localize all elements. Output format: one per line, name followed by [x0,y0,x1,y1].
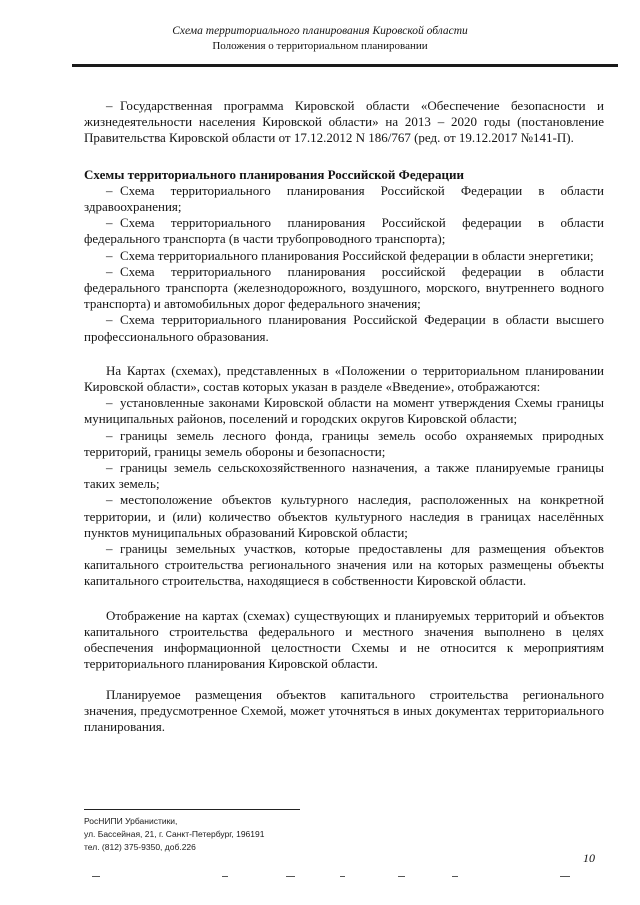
document-body [84,98,604,735]
running-header [0,24,640,54]
scan-mark [452,876,458,877]
scheme-text: Схема территориального планирования Российской федерации в области федерального транспорта (в части трубопроводного транспорта); [84,215,604,247]
maps-text: границы земель лесного фонда, границы земель особо охраняемых природных территорий, границы земель обороны и безопасности; [84,427,604,459]
scheme-text: Схема территориального планирования Российской Федерации в области здравоохранения; [84,182,604,215]
display-paragraph: Отображение на картах (схемах) существующих и планируемых территорий и объектов капитального строительства федерального и местного значения выполнено в целях обеспечения информационной целостности Схемы и не относится к мероприятиям территориального планирования Кировской области. [84,607,604,672]
scan-mark [286,876,295,877]
footer-phone: тел. (812) 375-9350, доб.226 [84,842,196,852]
dash-marker: – [106,182,113,198]
header-rule [72,64,618,67]
scan-mark [340,876,345,877]
dash-marker: – [106,427,113,443]
scheme-item [84,248,604,264]
dash-marker: – [106,312,113,328]
program-item [84,98,604,147]
footer-rule [84,809,300,810]
maps-item [84,395,604,427]
section-heading: Схемы территориального планирования Российской Федерации [84,166,464,182]
maps-text: местоположение объектов культурного наследия, расположенных на конкретной территории, и (или) количество объектов культурного наследия в границах населённых пунктов муниципальных образований Кировской области; [84,492,604,540]
maps-item [84,460,604,492]
maps-item [84,428,604,460]
dash-marker: – [106,98,113,113]
scheme-item [84,264,604,313]
page-number: 10 [583,851,595,865]
dash-marker: – [106,460,113,476]
header-subtitle: Положения о территориальном планировании [212,40,428,52]
scan-mark [398,876,405,877]
dash-marker: – [106,492,113,508]
scheme-item [84,183,604,215]
dash-marker: – [106,247,113,263]
dash-marker: – [106,263,113,279]
scan-mark [560,876,570,877]
program-text: Государственная программа Кировской области «Обеспечение безопасности и жизнедеятельности населения Кировской области» на 2013 – 2020 годы (постановление Правительства Кировской области от 17.12.2012 N 186/767 (ред. от 19.12.2017 №141-П). [84,98,604,146]
planned-paragraph: Планируемое размещения объектов капитального строительства регионального значения, предусмотренное Схемой, может уточняться в иных документах территориального планирования. [84,686,604,734]
footer-address: ул. Бассейная, 21, г. Санкт-Петербург, 196191 [84,829,265,839]
dash-marker: – [106,215,113,231]
maps-intro: На Картах (схемах), представленных в «Положении о территориальном планировании Кировской области», состав которых указан в разделе «Введение», отображаются: [84,362,604,395]
scheme-text: Схема территориального планирования российской федерации в области федерального транспорта (железнодорожного, воздушного, морского, внутреннего водного транспорта) и автомобильных дорог федерального значения; [84,263,604,312]
footer [84,815,264,854]
scheme-item [84,312,604,344]
maps-text: установленные законами Кировской области на момент утверждения Схемы границы муниципальных районов, поселений и городских округов Кировской области; [84,395,604,427]
scan-mark [222,876,228,877]
footer-org: РосНИПИ Урбанистики, [84,816,178,826]
scheme-item [84,215,604,247]
maps-text: границы земель сельскохозяйственного назначения, а также планируемые границы таких земель; [84,460,604,492]
maps-item [84,492,604,541]
dash-marker: – [106,541,113,557]
header-title: Схема территориального планирования Кировской области [172,25,468,37]
maps-text: границы земельных участков, которые предоставлены для размещения объектов капитального строительства регионального значения или на которых размещены объекты капитального строительства, находящиеся в собственности Кировской области. [84,541,604,589]
scheme-text: Схема территориального планирования Российской федерации в области энергетики; [120,247,594,263]
maps-item [84,541,604,590]
dash-marker: – [106,395,113,411]
scheme-text: Схема территориального планирования Российской Федерации в области высшего профессионального образования. [84,312,604,344]
scan-mark [92,876,100,877]
